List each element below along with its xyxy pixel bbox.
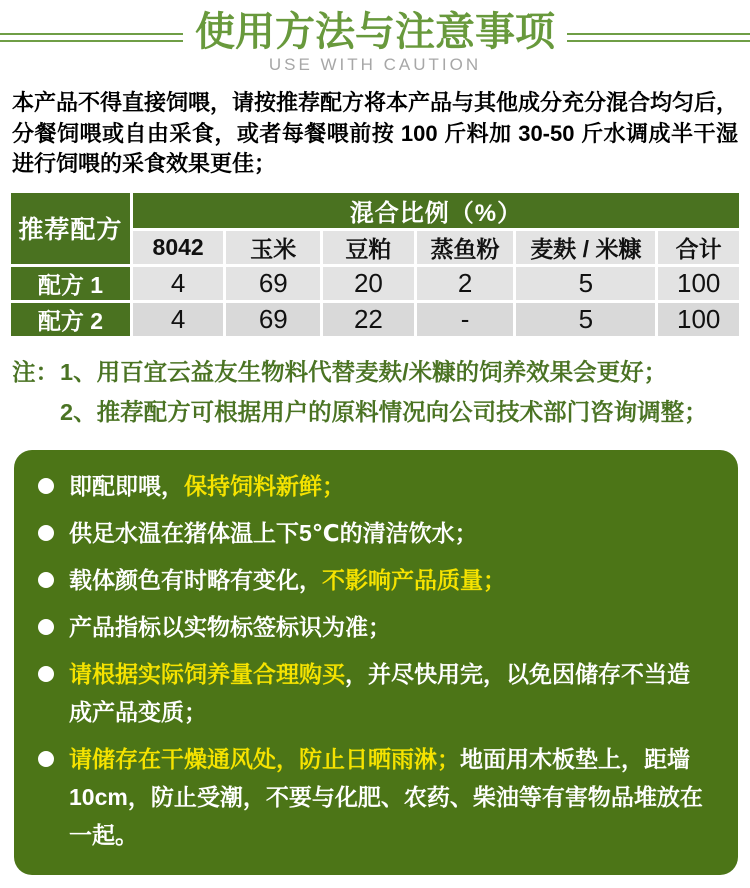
caution-text	[69, 561, 506, 599]
table-col-header: 合计	[658, 231, 739, 264]
caution-text-plain: 即配即喂，	[69, 472, 184, 499]
notes	[12, 352, 738, 432]
table-cell: -	[417, 303, 514, 336]
title-row	[0, 10, 750, 54]
title-rule-right	[567, 33, 750, 42]
table-cell: 20	[323, 267, 414, 300]
row-label: 配方 2	[11, 303, 130, 336]
caution-text	[69, 608, 391, 646]
bullet-icon	[38, 619, 54, 635]
row-label: 配方 1	[11, 267, 130, 300]
caution-text	[69, 655, 712, 731]
intro-paragraph: 本产品不得直接饲喂，请按推荐配方将本产品与其他成分充分混合均匀后，分餐饲喂或自由采食，或者每餐喂前按 100 斤料加 30-50 斤水调成半干湿进行饲喂的采食效果更佳；	[12, 90, 739, 176]
table-col-header: 8042	[133, 231, 224, 264]
table-corner-header: 推荐配方	[11, 193, 130, 264]
caution-text-highlight: 不影响产品质量；	[322, 566, 506, 593]
table-cell: 4	[133, 303, 224, 336]
table-group-header: 混合比例（%）	[133, 193, 739, 228]
caution-item	[38, 608, 712, 646]
page-subtitle: USE WITH CAUTION	[268, 55, 482, 74]
caution-text-plain: ，并尽快用完，以免因储存不当造成产品变质；	[69, 660, 690, 725]
caution-text-plain: 供足水温在猪体温上下5℃的清洁饮水；	[69, 519, 478, 546]
caution-text-plain: 地面用木板垫上，距墙10cm，防止受潮，不要与化肥、农药、柴油等有害物品堆放在一起。	[69, 745, 703, 848]
table-col-header: 玉米	[226, 231, 320, 264]
notes-items	[60, 352, 708, 432]
bullet-icon	[38, 751, 54, 767]
bullet-icon	[38, 666, 54, 682]
table-cell: 100	[658, 267, 739, 300]
caution-text	[69, 514, 478, 552]
table-cell: 2	[417, 267, 514, 300]
table-cell: 5	[516, 303, 655, 336]
caution-text-highlight: 请储存在干燥通风处，防止日晒雨淋；	[69, 745, 460, 772]
header	[0, 0, 750, 75]
caution-text-plain: 载体颜色有时略有变化，	[69, 566, 322, 593]
caution-item	[38, 561, 712, 599]
bullet-icon	[38, 572, 54, 588]
table-col-header: 蒸鱼粉	[417, 231, 514, 264]
caution-box	[14, 450, 738, 875]
caution-text	[69, 740, 712, 854]
table-row-group-header	[11, 193, 739, 228]
table-cell: 100	[658, 303, 739, 336]
title-rule-left	[0, 33, 183, 42]
caution-item	[38, 740, 712, 854]
caution-text-plain: 产品指标以实物标签标识为准；	[69, 613, 391, 640]
formula-table	[8, 190, 742, 339]
table-row	[11, 303, 739, 336]
notes-prefix: 注：	[12, 358, 59, 385]
caution-item	[38, 467, 712, 505]
caution-item	[38, 514, 712, 552]
caution-text-highlight: 请根据实际饲养量合理购买	[69, 660, 345, 687]
table-cell: 5	[516, 267, 655, 300]
note-item: 2、推荐配方可根据用户的原料情况向公司技术部门咨询调整；	[60, 398, 708, 425]
bullet-icon	[38, 525, 54, 541]
table-col-header: 麦麸 / 米糠	[516, 231, 655, 264]
table-cell: 4	[133, 267, 224, 300]
table-cell: 69	[226, 303, 320, 336]
bullet-icon	[38, 478, 54, 494]
caution-text-highlight: 保持饲料新鲜；	[184, 472, 345, 499]
table-cell: 69	[226, 267, 320, 300]
caution-text	[69, 467, 345, 505]
table-cell: 22	[323, 303, 414, 336]
caution-item	[38, 655, 712, 731]
table-row	[11, 267, 739, 300]
note-item: 1、用百宜云益友生物料代替麦麸/米糠的饲养效果会更好；	[60, 358, 668, 385]
table-col-header: 豆粕	[323, 231, 414, 264]
page-title: 使用方法与注意事项	[195, 10, 555, 54]
